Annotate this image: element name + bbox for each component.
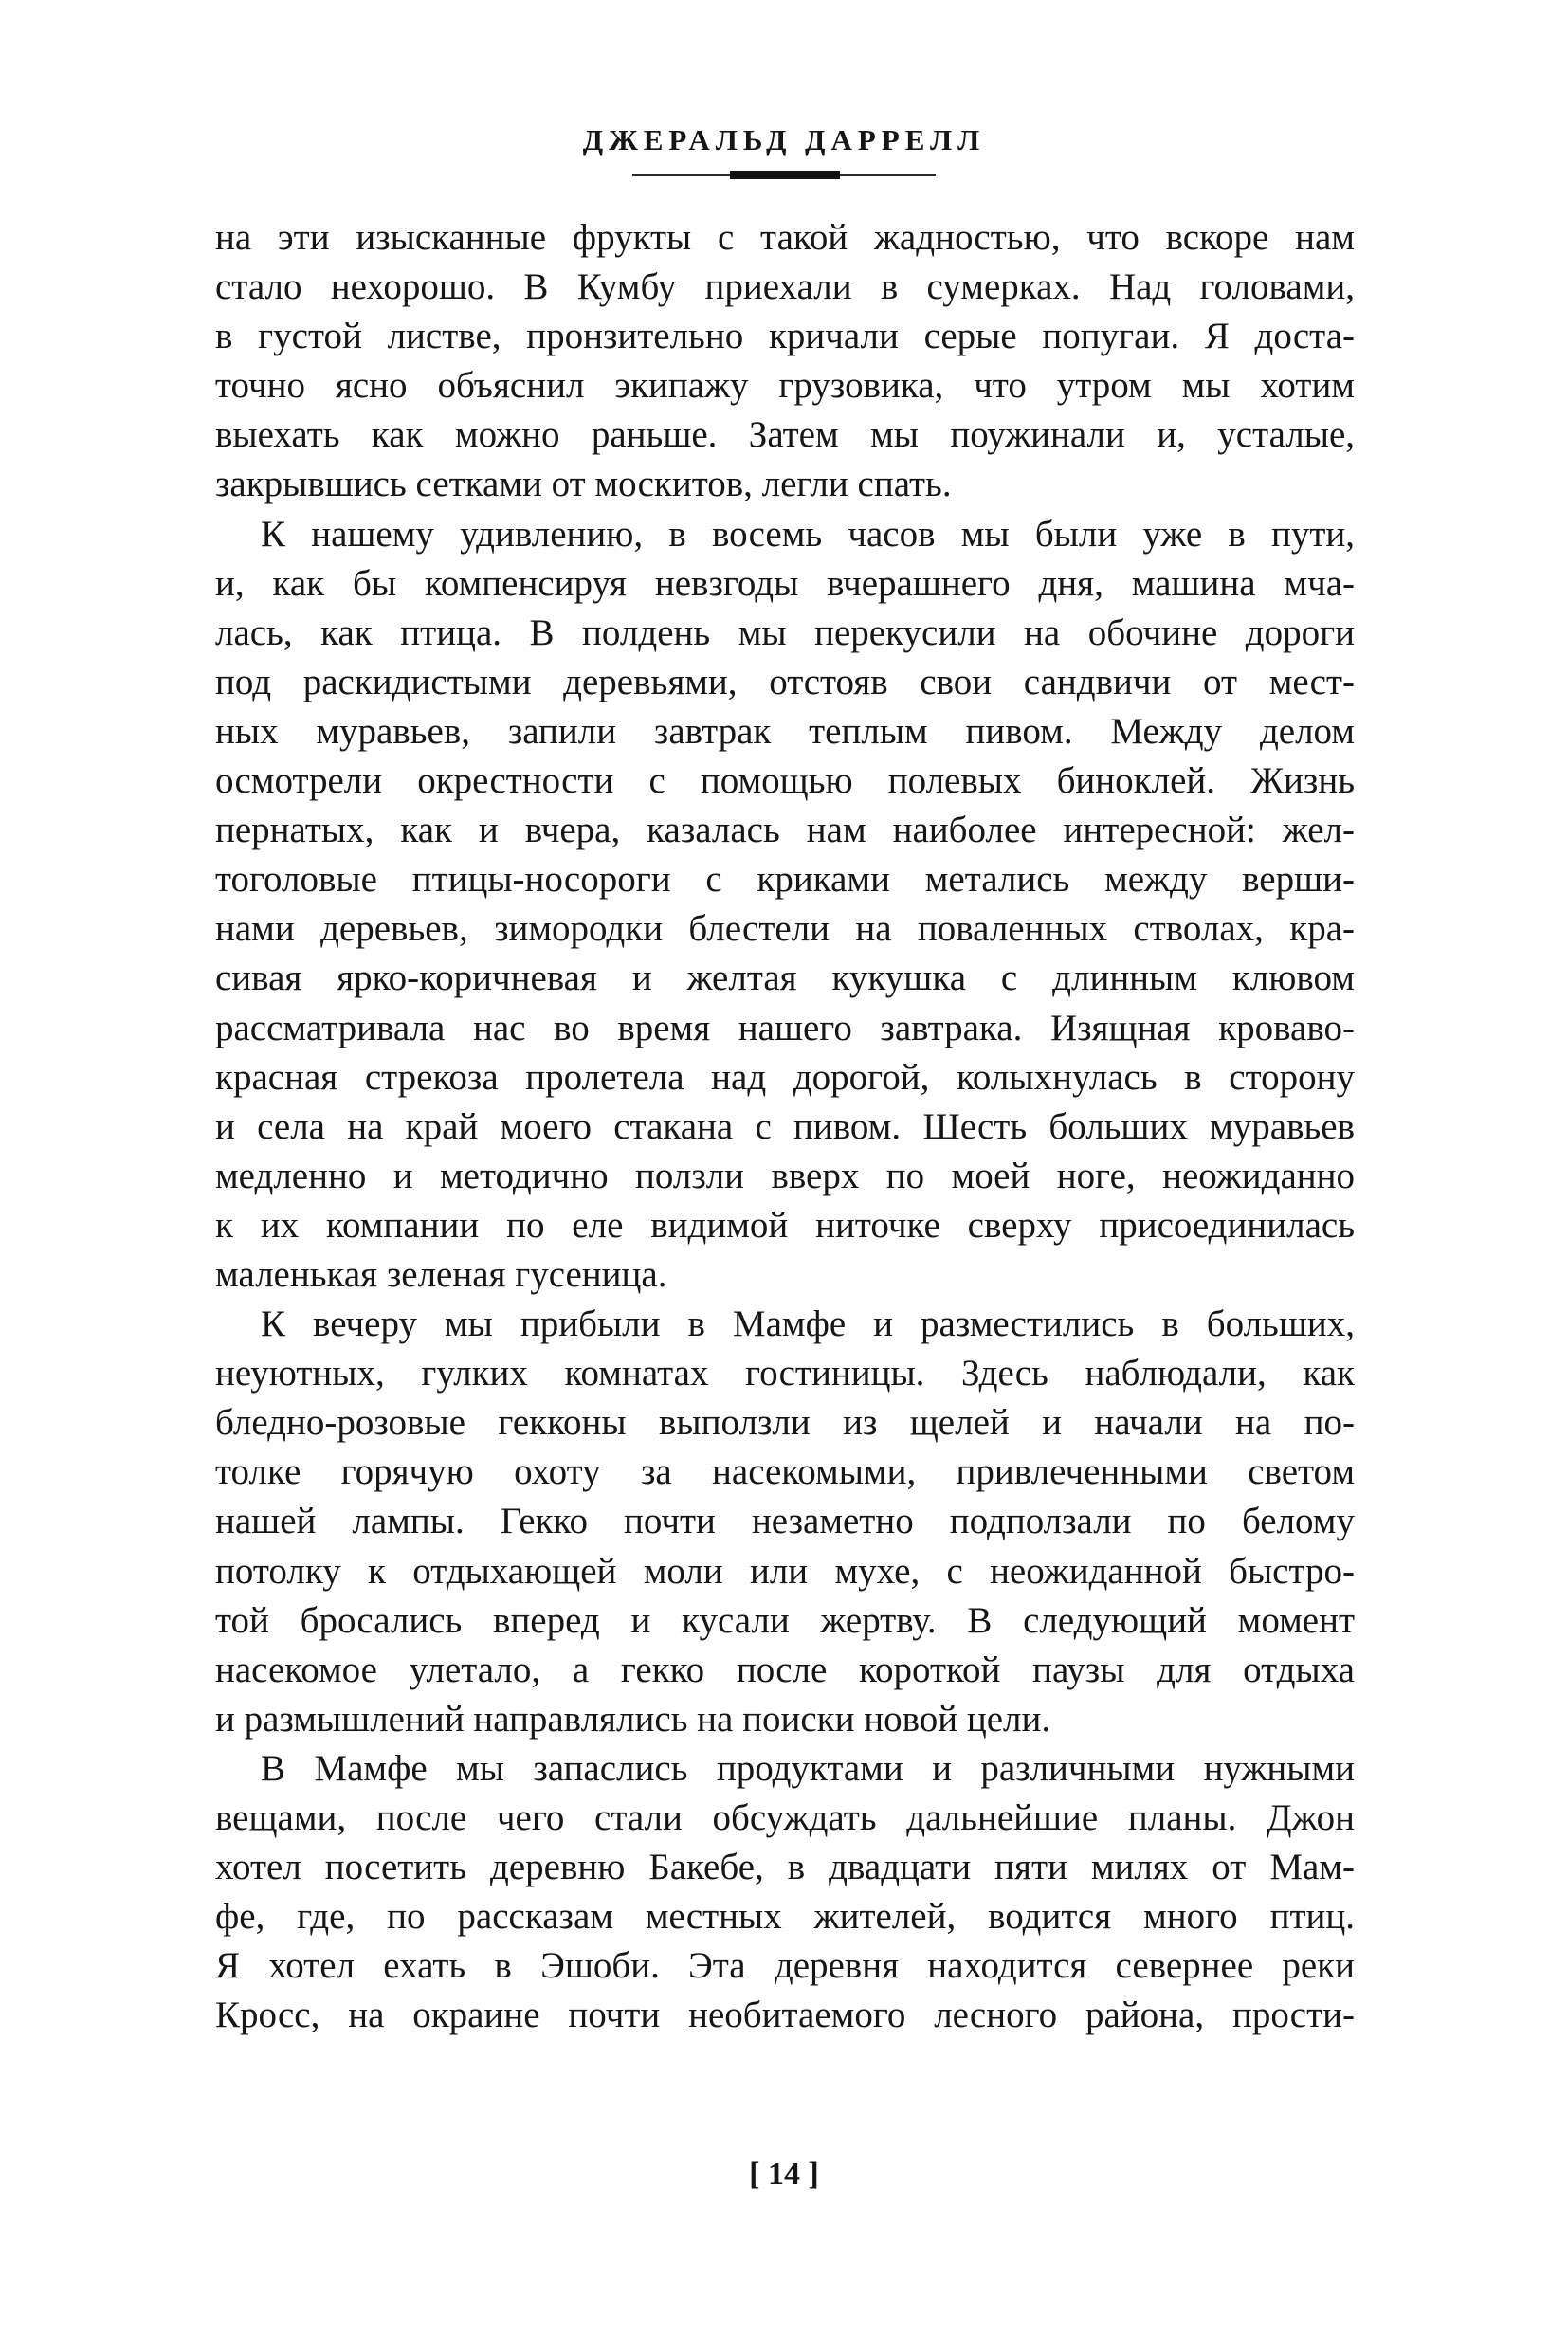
running-head-author: ДЖЕРАЛЬД ДАРРЕЛЛ bbox=[582, 123, 986, 156]
text-line: насекомое улетало, а гекко после короткой паузы для отдыха bbox=[215, 1649, 1355, 1690]
text-line: медленно и методично ползли вверх по моей ноге, неожиданно bbox=[215, 1155, 1355, 1196]
text-line: красная стрекоза пролетела над дорогой, колыхнулась в сторону bbox=[215, 1056, 1355, 1098]
text-line: точно ясно объяснил экипажу грузовика, что утром мы хотим bbox=[215, 365, 1355, 407]
text-line: на эти изысканные фрукты с такой жадностью, что вскоре нам bbox=[215, 217, 1355, 258]
text-line: той бросались вперед и кусали жертву. В следующий момент bbox=[215, 1599, 1355, 1641]
text-line: неуютных, гулких комнатах гостиницы. Здесь наблюдали, как bbox=[215, 1353, 1355, 1394]
text-line: тоголовые птицы-носороги с криками метались между верши- bbox=[215, 859, 1355, 901]
text-line: В Мамфе мы запаслись продуктами и различными нужными bbox=[261, 1747, 1355, 1789]
text-line: лась, как птица. В полдень мы перекусили на обочине дороги bbox=[215, 611, 1355, 653]
text-line: осмотрели окрестности с помощью полевых биноклей. Жизнь bbox=[215, 760, 1355, 802]
text-line: рассматривала нас во время нашего завтрака. Изящная кроваво- bbox=[215, 1007, 1355, 1048]
text-line: сивая ярко-коричневая и желтая кукушка с длинным клювом bbox=[215, 957, 1355, 999]
paragraph bbox=[215, 510, 1355, 1301]
text-line: под раскидистыми деревьями, отстояв свои сандвичи от мест- bbox=[215, 661, 1355, 702]
text-line: ных муравьев, запили завтрак теплым пивом. Между делом bbox=[215, 710, 1355, 752]
header-rule-ornament bbox=[730, 171, 840, 179]
text-line: к их компании по еле видимой ниточке сверху присоединилась bbox=[215, 1204, 1355, 1246]
text-line: бледно-розовые гекконы выползли из щелей и начали на по- bbox=[215, 1402, 1355, 1444]
text-line: и села на край моего стакана с пивом. Шесть больших муравьев bbox=[215, 1105, 1355, 1147]
page-number: [ 14 ] bbox=[749, 2157, 819, 2192]
text-line: Я хотел ехать в Эшоби. Эта деревня находится севернее реки bbox=[215, 1945, 1355, 1987]
text-line: толке горячую охоту за насекомыми, привлеченными светом bbox=[215, 1451, 1355, 1493]
paragraph bbox=[215, 1300, 1355, 1744]
text-line: хотел посетить деревню Бакебе, в двадцати пяти милях от Мам- bbox=[215, 1847, 1355, 1888]
text-line: в густой листве, пронзительно кричали серые попугаи. Я доста- bbox=[215, 316, 1355, 357]
text-line: пернатых, как и вчера, казалась нам наиболее интересной: жел- bbox=[215, 810, 1355, 851]
text-line: К вечеру мы прибыли в Мамфе и разместились в больших, bbox=[261, 1303, 1355, 1345]
text-line: фе, где, по рассказам местных жителей, водится много птиц. bbox=[215, 1896, 1355, 1938]
text-line: Кросс, на окраине почти необитаемого лесного района, прости- bbox=[215, 1995, 1355, 2036]
paragraph bbox=[215, 1744, 1355, 2041]
text-line: К нашему удивлению, в восемь часов мы были уже в пути, bbox=[261, 513, 1355, 555]
text-line: закрывшись сетками от москитов, легли спать. bbox=[215, 464, 952, 505]
text-line: потолку к отдыхающей моли или мухе, с неожиданной быстро- bbox=[215, 1550, 1355, 1592]
text-line: нашей лампы. Гекко почти незаметно подползали по белому bbox=[215, 1501, 1355, 1542]
body-text bbox=[215, 213, 1355, 2040]
text-line: маленькая зеленая гусеница. bbox=[215, 1253, 667, 1295]
text-line: стало нехорошо. В Кумбу приехали в сумерках. Над головами, bbox=[215, 266, 1355, 308]
text-line: и, как бы компенсируя невзгоды вчерашнего дня, машина мча- bbox=[215, 562, 1355, 604]
paragraph bbox=[215, 213, 1355, 510]
text-line: выехать как можно раньше. Затем мы поужинали и, усталые, bbox=[215, 414, 1355, 456]
text-line: вещами, после чего стали обсуждать дальнейшие планы. Джон bbox=[215, 1797, 1355, 1838]
text-line: нами деревьев, зимородки блестели на поваленных стволах, кра- bbox=[215, 908, 1355, 950]
text-line: и размышлений направлялись на поиски новой цели. bbox=[215, 1698, 1051, 1740]
